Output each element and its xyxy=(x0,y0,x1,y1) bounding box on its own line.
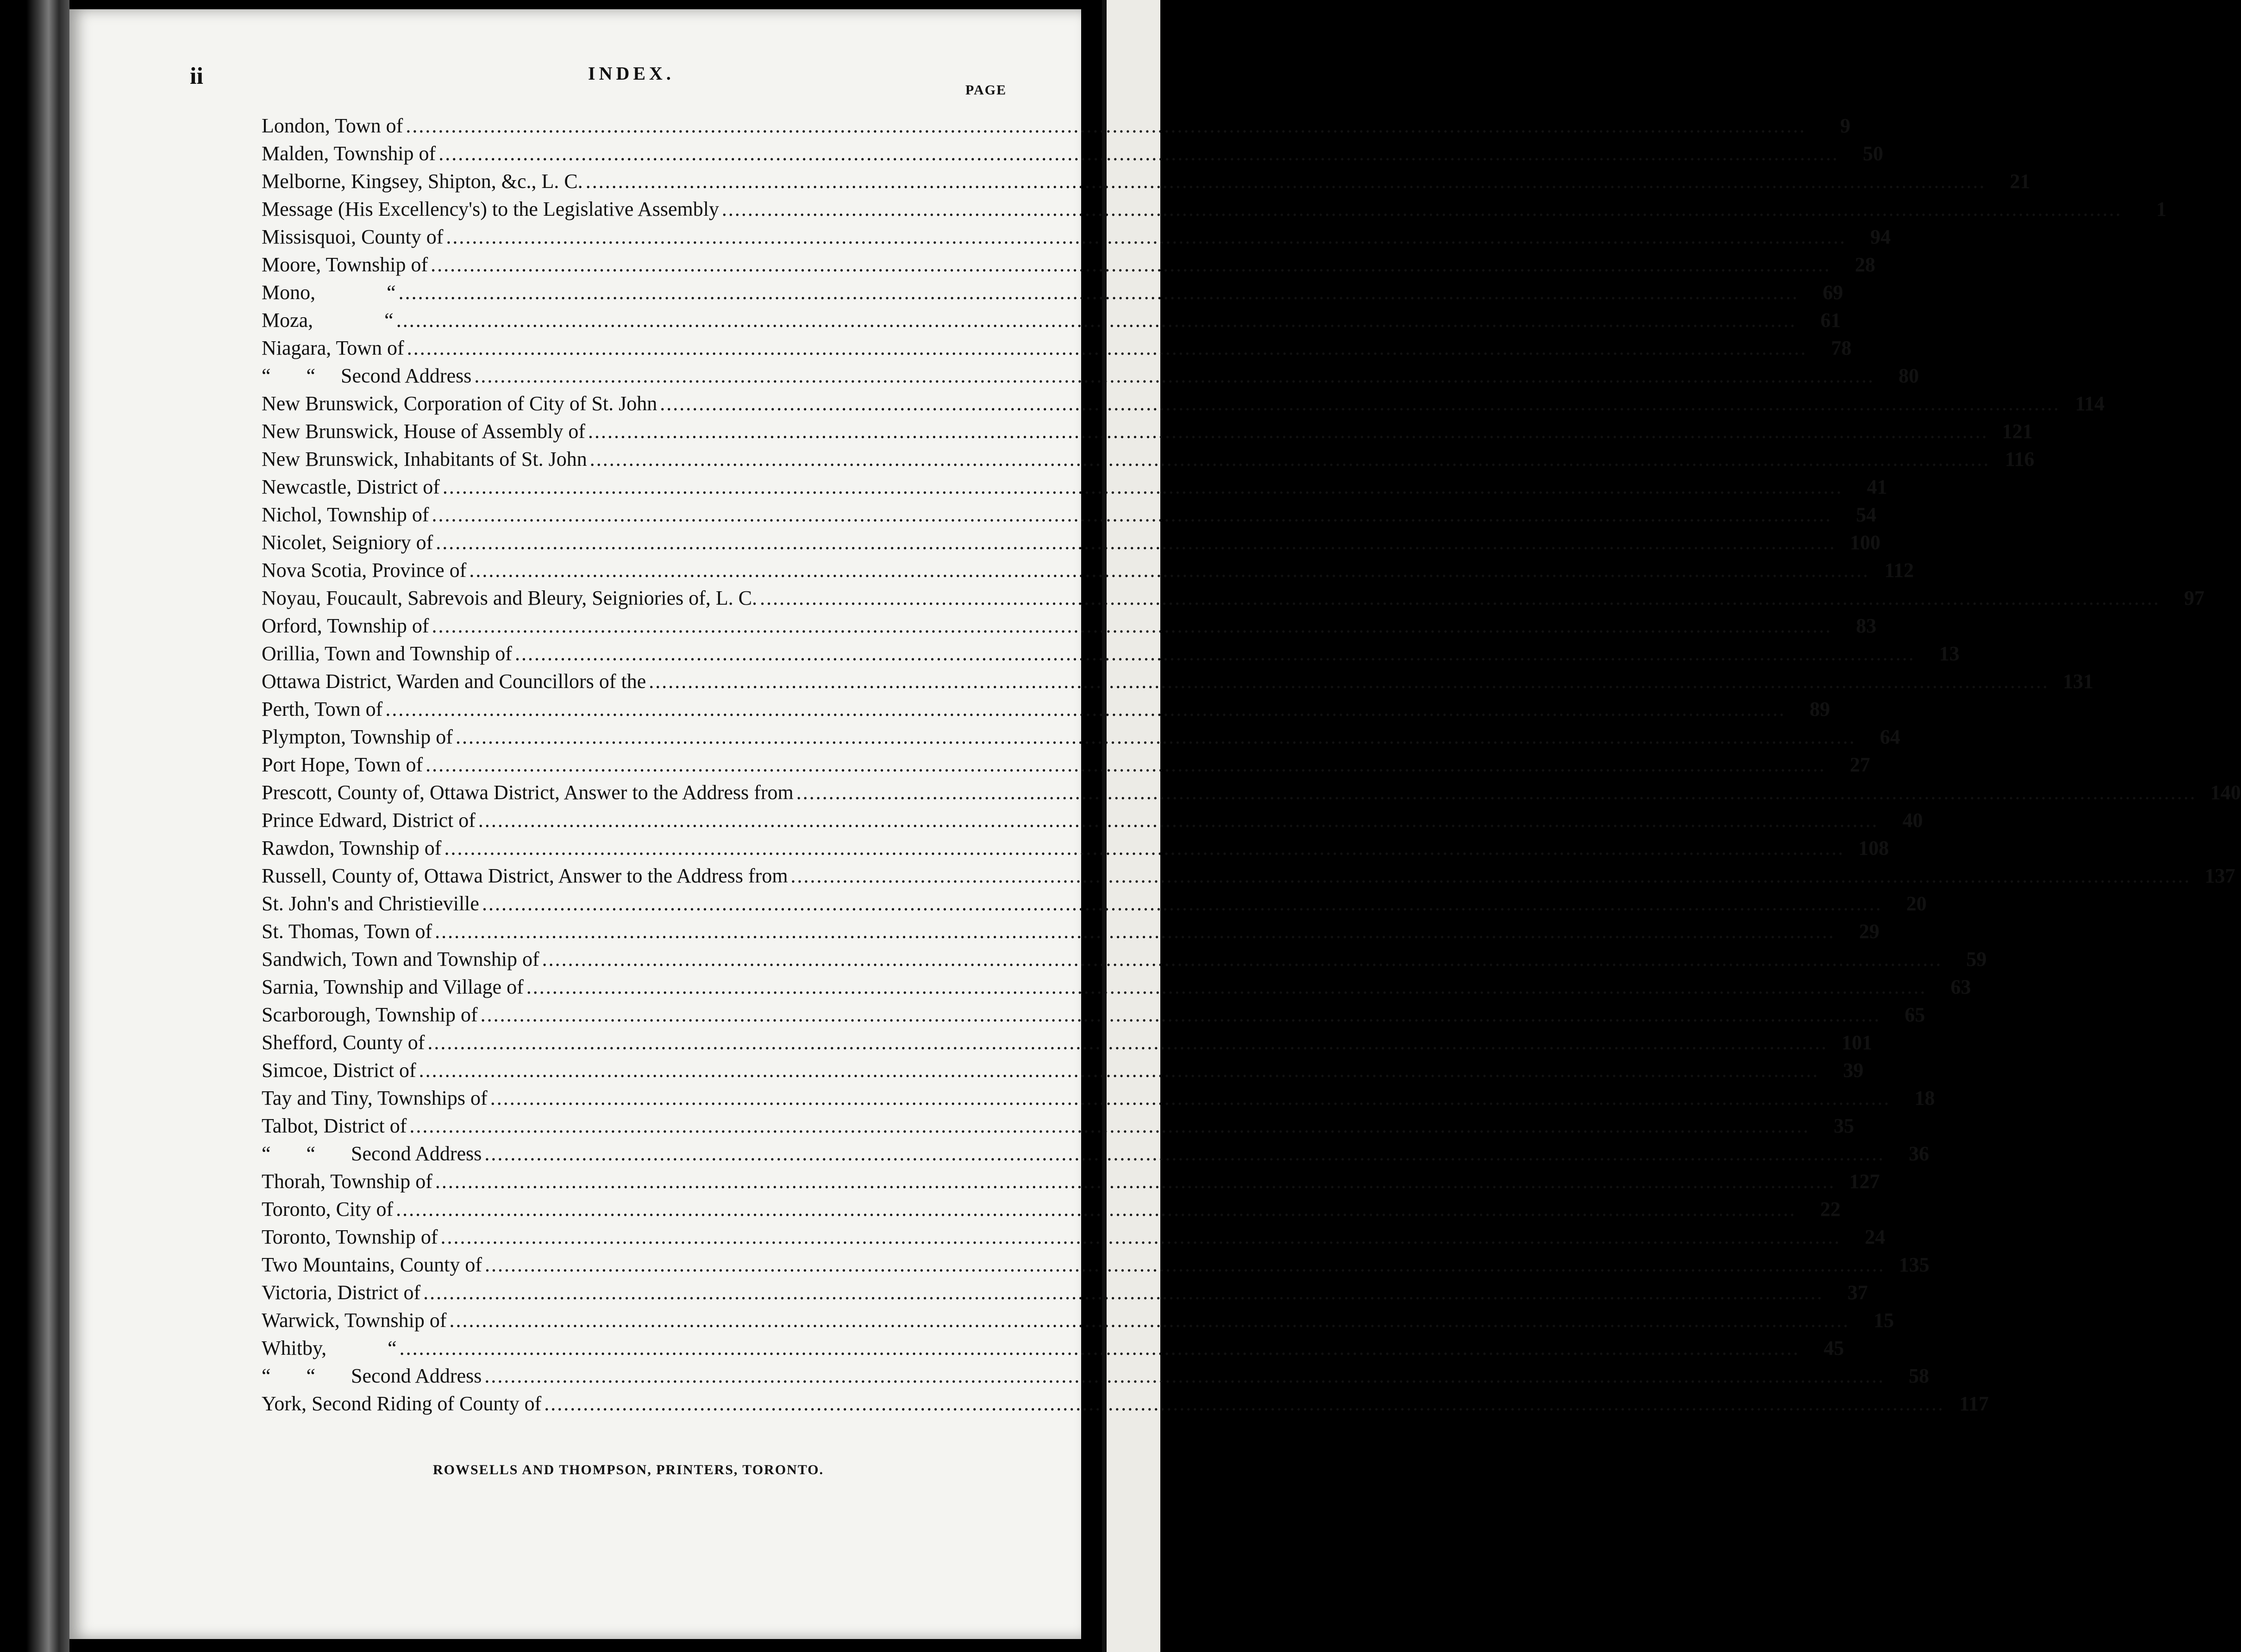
entry-label: Orillia, Town and Township of xyxy=(262,642,512,665)
dot-leader: ........................................................................................................................................................................................................................ xyxy=(790,864,2191,887)
entry-label: Perth, Town of xyxy=(262,698,383,720)
entry-label: London, Town of xyxy=(262,114,403,137)
dot-leader: ........................................................................................................................................................................................................................ xyxy=(482,892,1882,915)
entry-page-number: 28 xyxy=(1855,253,1876,276)
entry-label: Russell, County of, Ottawa District, Answer to the Address from xyxy=(262,864,788,887)
dot-leader: ........................................................................................................................................................................................................................ xyxy=(399,1337,1800,1359)
dot-leader: ........................................................................................................................................................................................................................ xyxy=(446,225,1847,248)
index-entry xyxy=(262,279,1843,307)
dot-leader: ........................................................................................................................................................................................................................ xyxy=(444,837,1845,859)
entry-label: “ “ Second Address xyxy=(262,364,472,387)
entry-label: New Brunswick, Corporation of City of St. John xyxy=(262,392,657,415)
index-entry xyxy=(262,1112,1854,1140)
entry-page-number: 65 xyxy=(1904,1003,1925,1026)
index-entry xyxy=(262,1390,1989,1418)
entry-label: Toronto, Township of xyxy=(262,1226,438,1248)
index-entry xyxy=(262,195,2166,223)
entry-page-number: 112 xyxy=(1884,559,1914,582)
entry-page-number: 121 xyxy=(2002,420,2033,443)
dot-leader: ........................................................................................................................................................................................................................ xyxy=(585,170,1986,193)
page-number: ii xyxy=(190,63,203,89)
entry-label: Mono, “ xyxy=(262,281,396,304)
entry-page-number: 39 xyxy=(1843,1059,1864,1082)
index-entry xyxy=(262,445,2034,473)
entry-page-number: 35 xyxy=(1834,1114,1854,1137)
dot-leader: ........................................................................................................................................................................................................................ xyxy=(455,726,1856,748)
index-entry xyxy=(262,112,1851,140)
entry-label: Melborne, Kingsey, Shipton, &c., L. C. xyxy=(262,170,583,193)
index-entry xyxy=(262,640,1959,668)
entry-page-number: 117 xyxy=(1959,1392,1989,1415)
dot-leader: ........................................................................................................................................................................................................................ xyxy=(423,1281,1824,1304)
dot-leader: ........................................................................................................................................................................................................................ xyxy=(435,920,1835,943)
entry-label: Simcoe, District of xyxy=(262,1059,416,1082)
index-entry xyxy=(262,668,2094,695)
index-entry xyxy=(262,251,1876,279)
index-entry xyxy=(262,945,1987,973)
entry-page-number: 100 xyxy=(1850,531,1881,554)
entry-label: Message (His Excellency's) to the Legislative Assembly xyxy=(262,198,719,220)
index-entry xyxy=(262,890,1927,918)
entry-page-number: 24 xyxy=(1865,1226,1885,1248)
dot-leader: ........................................................................................................................................................................................................................ xyxy=(432,614,1832,637)
entry-page-number: 114 xyxy=(2075,392,2105,415)
dot-leader: ........................................................................................................................................................................................................................ xyxy=(514,642,1915,665)
index-entry xyxy=(262,779,2241,807)
entry-label: Nova Scotia, Province of xyxy=(262,559,467,582)
entry-page-number: 54 xyxy=(1856,503,1877,526)
entry-page-number: 18 xyxy=(1914,1087,1935,1109)
entry-page-number: 41 xyxy=(1866,476,1887,498)
entry-label: New Brunswick, House of Assembly of xyxy=(262,420,586,443)
entry-page-number: 80 xyxy=(1898,364,1919,387)
dot-leader: ........................................................................................................................................................................................................................ xyxy=(406,114,1806,137)
entry-label: Nichol, Township of xyxy=(262,503,429,526)
printer-imprint: ROWSELLS AND THOMPSON, PRINTERS, TORONTO. xyxy=(433,1462,824,1477)
index-entry xyxy=(262,1307,1894,1334)
entry-label: Plympton, Township of xyxy=(262,726,453,748)
index-entry xyxy=(262,557,1914,584)
index-entry xyxy=(262,1140,1929,1168)
entry-label: Sandwich, Town and Township of xyxy=(262,948,539,970)
dot-leader: ........................................................................................................................................................................................................................ xyxy=(485,1253,1885,1276)
index-entry xyxy=(262,390,2105,418)
entry-label: Nicolet, Seigniory of xyxy=(262,531,433,554)
entry-page-number: 131 xyxy=(2063,670,2094,693)
dot-leader: ........................................................................................................................................................................................................................ xyxy=(438,142,1839,165)
entry-label: Niagara, Town of xyxy=(262,337,404,359)
index-entry xyxy=(262,862,2235,890)
entry-page-number: 108 xyxy=(1858,837,1889,859)
dot-leader: ........................................................................................................................................................................................................................ xyxy=(484,1142,1885,1165)
entry-page-number: 15 xyxy=(1873,1309,1894,1332)
index-entry xyxy=(262,751,1871,779)
entry-label: Port Hope, Town of xyxy=(262,753,423,776)
entry-label: Talbot, District of xyxy=(262,1114,407,1137)
dot-leader: ........................................................................................................................................................................................................................ xyxy=(544,1392,1945,1415)
entry-page-number: 101 xyxy=(1841,1031,1872,1054)
dot-leader: ........................................................................................................................................................................................................................ xyxy=(484,1364,1885,1387)
dot-leader: ........................................................................................................................................................................................................................ xyxy=(490,1087,1890,1109)
entry-page-number: 1 xyxy=(2156,198,2166,220)
dot-leader: ........................................................................................................................................................................................................................ xyxy=(426,753,1826,776)
entry-page-number: 140 xyxy=(2210,781,2241,804)
dot-leader: ........................................................................................................................................................................................................................ xyxy=(409,1114,1810,1137)
entry-page-number: 116 xyxy=(2005,448,2034,470)
entry-page-number: 40 xyxy=(1902,809,1923,832)
entry-page-number: 135 xyxy=(1899,1253,1930,1276)
dot-leader: ........................................................................................................................................................................................................................ xyxy=(435,1170,1835,1193)
index-entry xyxy=(262,1168,1880,1195)
entry-page-number: 22 xyxy=(1820,1198,1841,1220)
index-entry xyxy=(262,1001,1925,1029)
entry-label: Moore, Township of xyxy=(262,253,428,276)
entry-label: Tay and Tiny, Townships of xyxy=(262,1087,488,1109)
index-entry xyxy=(262,807,1923,834)
index-entry xyxy=(262,918,1880,945)
entry-label: Newcastle, District of xyxy=(262,476,440,498)
entry-label: Moza, “ xyxy=(262,309,394,332)
entry-label: Shefford, County of xyxy=(262,1031,425,1054)
entry-label: “ “ Second Address xyxy=(262,1364,482,1387)
dot-leader: ........................................................................................................................................................................................................................ xyxy=(474,364,1875,387)
index-entry xyxy=(262,529,1881,557)
index-entry xyxy=(262,140,1884,168)
entry-label: Whitby, “ xyxy=(262,1337,397,1359)
index-entry xyxy=(262,834,1889,862)
index-entry xyxy=(262,1362,1929,1390)
dot-leader: ........................................................................................................................................................................................................................ xyxy=(398,281,1799,304)
running-head: INDEX. xyxy=(588,63,675,84)
dot-leader: ........................................................................................................................................................................................................................ xyxy=(721,198,2122,220)
dot-leader: ........................................................................................................................................................................................................................ xyxy=(649,670,2049,693)
entry-label: Ottawa District, Warden and Councillors of the xyxy=(262,670,646,693)
entry-label: Warwick, Township of xyxy=(262,1309,447,1332)
entry-page-number: 20 xyxy=(1906,892,1927,915)
index-entry xyxy=(262,973,1971,1001)
dot-leader: ........................................................................................................................................................................................................................ xyxy=(427,1031,1828,1054)
page-column-heading: PAGE xyxy=(965,82,1007,98)
entry-page-number: 29 xyxy=(1859,920,1880,943)
dot-leader: ........................................................................................................................................................................................................................ xyxy=(480,1003,1881,1026)
entry-page-number: 50 xyxy=(1863,142,1884,165)
index-entry xyxy=(262,223,1891,251)
entry-label: New Brunswick, Inhabitants of St. John xyxy=(262,448,587,470)
entry-label: Orford, Township of xyxy=(262,614,429,637)
entry-page-number: 89 xyxy=(1809,698,1830,720)
entry-page-number: 63 xyxy=(1950,976,1971,998)
dot-leader: ........................................................................................................................................................................................................................ xyxy=(385,698,1786,720)
index-entry xyxy=(262,307,1841,334)
dot-leader: ........................................................................................................................................................................................................................ xyxy=(396,309,1797,332)
entry-label: Noyau, Foucault, Sabrevois and Bleury, Seigniories of, L. C. xyxy=(262,587,757,609)
dot-leader: ........................................................................................................................................................................................................................ xyxy=(407,337,1807,359)
dot-leader: ........................................................................................................................................................................................................................ xyxy=(431,253,1831,276)
entry-label: Thorah, Township of xyxy=(262,1170,432,1193)
dot-leader: ........................................................................................................................................................................................................................ xyxy=(432,503,1832,526)
index-entries xyxy=(262,112,2241,1418)
index-entry xyxy=(262,168,2030,195)
index-entry xyxy=(262,473,1887,501)
dot-leader: ........................................................................................................................................................................................................................ xyxy=(660,392,2060,415)
entry-page-number: 94 xyxy=(1870,225,1891,248)
index-entry xyxy=(262,584,2205,612)
index-entry xyxy=(262,1057,1864,1084)
dot-leader: ........................................................................................................................................................................................................................ xyxy=(589,448,1990,470)
entry-page-number: 58 xyxy=(1909,1364,1929,1387)
dot-leader: ........................................................................................................................................................................................................................ xyxy=(440,1226,1841,1248)
index-entry xyxy=(262,1251,1930,1279)
entry-page-number: 21 xyxy=(2009,170,2030,193)
index-entry xyxy=(262,334,1852,362)
entry-page-number: 97 xyxy=(2184,587,2205,609)
dot-leader: ........................................................................................................................................................................................................................ xyxy=(478,809,1878,832)
entry-label: St. Thomas, Town of xyxy=(262,920,432,943)
entry-page-number: 37 xyxy=(1847,1281,1868,1304)
index-entry xyxy=(262,1084,1935,1112)
entry-page-number: 64 xyxy=(1879,726,1900,748)
entry-label: Rawdon, Township of xyxy=(262,837,442,859)
dot-leader: ........................................................................................................................................................................................................................ xyxy=(760,587,2160,609)
entry-page-number: 13 xyxy=(1939,642,1959,665)
dot-leader: ........................................................................................................................................................................................................................ xyxy=(469,559,1870,582)
entry-page-number: 78 xyxy=(1831,337,1852,359)
index-entry xyxy=(262,418,2033,445)
entry-label: Sarnia, Township and Village of xyxy=(262,976,524,998)
entry-page-number: 9 xyxy=(1840,114,1851,137)
entry-label: Malden, Township of xyxy=(262,142,436,165)
dot-leader: ........................................................................................................................................................................................................................ xyxy=(796,781,2197,804)
entry-page-number: 69 xyxy=(1822,281,1843,304)
dot-leader: ........................................................................................................................................................................................................................ xyxy=(396,1198,1797,1220)
entry-page-number: 127 xyxy=(1849,1170,1880,1193)
index-entry xyxy=(262,723,1900,751)
entry-label: “ “ Second Address xyxy=(262,1142,482,1165)
entry-label: Victoria, District of xyxy=(262,1281,421,1304)
entry-page-number: 61 xyxy=(1820,309,1841,332)
dot-leader: ........................................................................................................................................................................................................................ xyxy=(542,948,1942,970)
entry-page-number: 36 xyxy=(1909,1142,1929,1165)
dot-leader: ........................................................................................................................................................................................................................ xyxy=(526,976,1927,998)
entry-label: Missisquoi, County of xyxy=(262,225,444,248)
dot-leader: ........................................................................................................................................................................................................................ xyxy=(442,476,1843,498)
index-entry xyxy=(262,362,1919,390)
index-entry xyxy=(262,1279,1868,1307)
entry-page-number: 27 xyxy=(1850,753,1871,776)
scan-binding-edge xyxy=(0,0,69,1652)
entry-label: Toronto, City of xyxy=(262,1198,394,1220)
entry-label: St. John's and Christieville xyxy=(262,892,479,915)
dot-leader: ........................................................................................................................................................................................................................ xyxy=(449,1309,1850,1332)
entry-label: Prince Edward, District of xyxy=(262,809,476,832)
entry-label: York, Second Riding of County of xyxy=(262,1392,542,1415)
entry-page-number: 137 xyxy=(2204,864,2235,887)
dot-leader: ........................................................................................................................................................................................................................ xyxy=(419,1059,1819,1082)
index-entry xyxy=(262,1223,1885,1251)
entry-label: Prescott, County of, Ottawa District, Answer to the Address from xyxy=(262,781,794,804)
dot-leader: ........................................................................................................................................................................................................................ xyxy=(588,420,1989,443)
index-entry xyxy=(262,1334,1844,1362)
index-entry xyxy=(262,695,1830,723)
index-entry xyxy=(262,501,1877,529)
entry-page-number: 59 xyxy=(1966,948,1987,970)
entry-page-number: 83 xyxy=(1856,614,1877,637)
index-entry xyxy=(262,612,1877,640)
index-entry xyxy=(262,1029,1872,1057)
dot-leader: ........................................................................................................................................................................................................................ xyxy=(436,531,1836,554)
entry-label: Two Mountains, County of xyxy=(262,1253,482,1276)
entry-label: Scarborough, Township of xyxy=(262,1003,478,1026)
entry-page-number: 45 xyxy=(1823,1337,1844,1359)
index-entry xyxy=(262,1195,1841,1223)
